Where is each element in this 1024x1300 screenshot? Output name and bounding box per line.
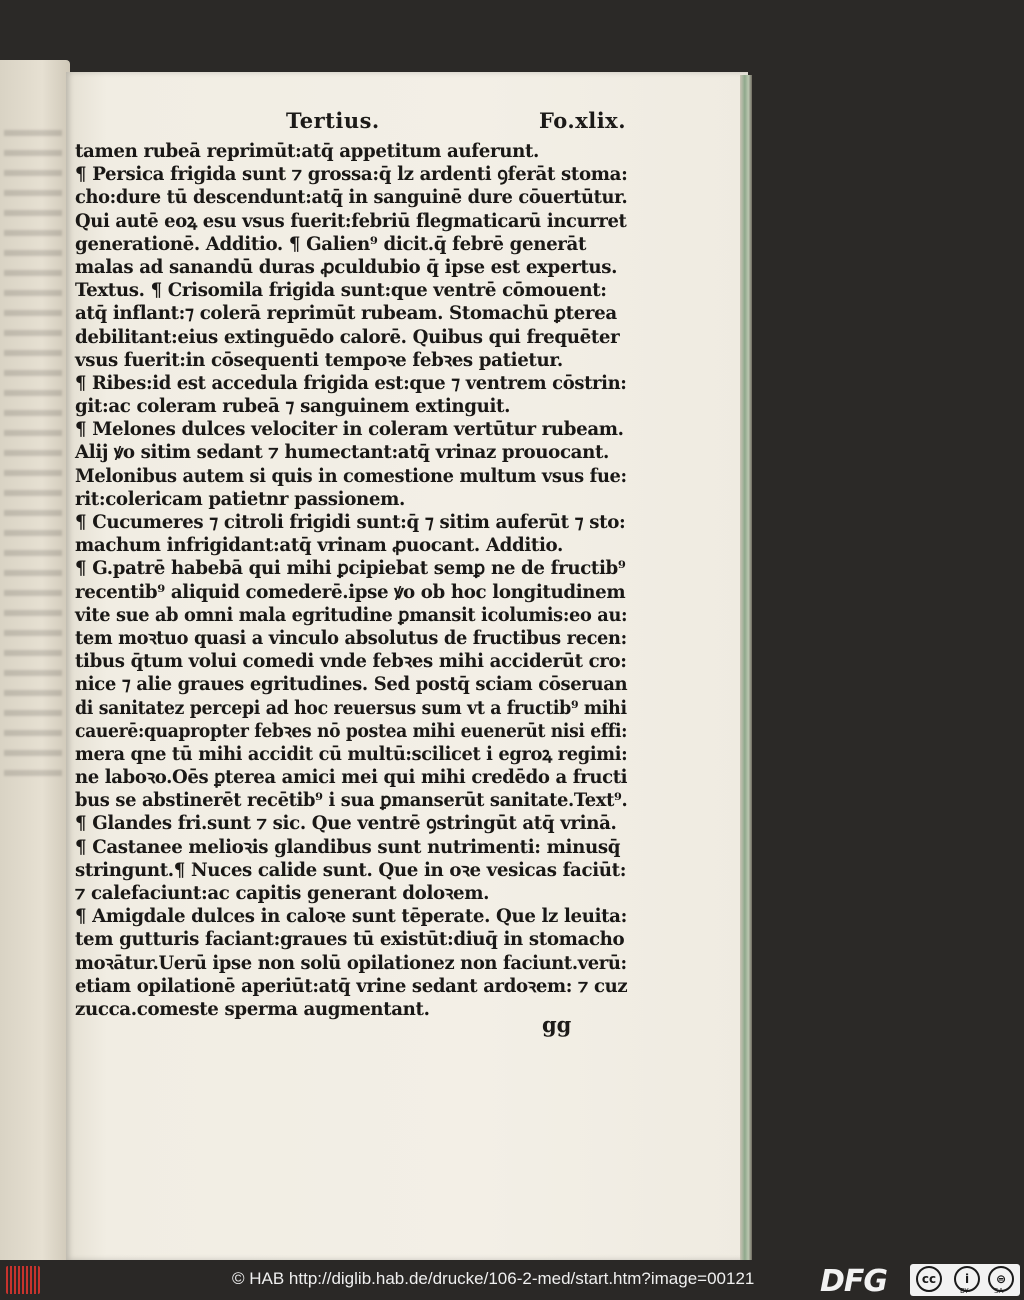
running-head-book: Tertius. bbox=[286, 108, 380, 133]
dfg-logo: DFG bbox=[820, 1264, 888, 1299]
text-line: malas ad sanandū duras ꝓculdubio q̄ ipse est expertus. bbox=[75, 256, 618, 278]
text-line: cauerē:quapropter febꝛes nō postea mihi euenerūt nisi effi: bbox=[75, 720, 628, 742]
text-line: Melonibus autem si quis in comestione multum vsus fue: bbox=[75, 465, 627, 487]
footer-bar bbox=[0, 1260, 1024, 1300]
text-line: ¶ Castanee melioꝛis glandibus sunt nutrimenti: minusq̄ bbox=[75, 836, 621, 858]
text-line: generationē. Additio. ¶ Galien⁹ dicit.q̄ febrē generāt bbox=[75, 233, 587, 255]
creative-commons-badge[interactable] bbox=[910, 1264, 1020, 1296]
text-line: etiam opilationē aperiūt:atq̄ vrine sedant ardoꝛem: ⁊ cuz bbox=[75, 975, 628, 997]
text-line: rit:colericam patietnr passionem. bbox=[75, 488, 405, 510]
text-line: Alij ꝟo sitim sedant ⁊ humectant:atq̄ vrinaz prouocant. bbox=[75, 442, 610, 464]
text-line: machum infrigidant:atq̄ vrinam ꝓuocant. Additio. bbox=[75, 535, 563, 557]
text-line: ¶ Melones dulces velociter in coleram vertūtur rubeam. bbox=[75, 419, 624, 441]
text-line: tibus q̄tum volui comedi vnde febꝛes mihi acciderūt cro: bbox=[75, 651, 627, 673]
text-line: ¶ Amigdale dulces in caloꝛe sunt tēperate. Que lz leuita: bbox=[75, 906, 627, 928]
text-line: vsus fuerit:in cōsequenti tempoꝛe febꝛes patietur. bbox=[75, 349, 563, 371]
text-line: bus se abstinerēt recētib⁹ i sua ꝑmanserūt sanitate.Text⁹. bbox=[75, 790, 628, 812]
text-line: recentib⁹ aliquid comederē.ipse ꝟo ob hoc longitudinem bbox=[75, 581, 626, 603]
signature-mark: gg bbox=[542, 1012, 572, 1037]
text-line: moꝛātur.Uerū ipse non solū opilationez non faciunt.verū: bbox=[75, 952, 627, 974]
attribution-icon: i bbox=[954, 1266, 980, 1292]
hab-barcode-icon bbox=[6, 1266, 40, 1294]
cc-icon: cc bbox=[916, 1266, 942, 1292]
text-line: ¶ Glandes fri.sunt ⁊ sic. Que ventrē ꝯstringūt atq̄ vrinā. bbox=[75, 813, 617, 835]
text-line: tem moꝛtuo quasi a vinculo absolutus de fructibus recen: bbox=[75, 627, 627, 649]
text-line: cho:dure tū descendunt:atq̄ in sanguinē dure cōuertūtur. bbox=[75, 187, 628, 209]
text-line: tem gutturis faciant:graues tū existūt:diuq̄ in stomacho bbox=[75, 929, 625, 951]
previous-page-edge bbox=[0, 60, 70, 1260]
cc-by-label: BY bbox=[960, 1287, 969, 1295]
share-alike-icon: ⊜ bbox=[988, 1266, 1014, 1292]
text-line: ¶ Ribes:id est accedula frigida est:que ⁊ ventrem cōstrin: bbox=[75, 372, 627, 394]
text-line: Textus. ¶ Crisomila frigida sunt:que ventrē cōmouent: bbox=[75, 280, 607, 302]
text-line: di sanitatez percepi ad hoc reuersus sum vt a fructib⁹ mihi bbox=[75, 697, 627, 719]
copyright-link[interactable]: © HAB http://diglib.hab.de/drucke/106-2-med/start.htm?image=00121 bbox=[232, 1269, 755, 1288]
main-text bbox=[75, 140, 627, 1021]
text-line: nice ⁊ alie graues egritudines. Sed postq̄ sciam cōseruan bbox=[75, 674, 628, 696]
text-line: Qui autē eoꝝ esu vsus fuerit:febriū flegmaticarū incurret bbox=[75, 210, 627, 232]
text-line: ¶ G.patrē habebā qui mihi ꝑcipiebat semꝑ ne de fructib⁹ bbox=[75, 558, 626, 580]
text-line: mera qne tū mihi accidit cū multū:scilicet i egroꝝ regimi: bbox=[75, 743, 628, 765]
text-line: ⁊ calefaciunt:ac capitis generant doloꝛem. bbox=[75, 883, 490, 904]
text-line: ne laboꝛo.Oēs ꝑterea amici mei qui mihi credēdo a fructi bbox=[75, 767, 628, 789]
cc-sa-label: SA bbox=[994, 1287, 1004, 1295]
text-line: vite sue ab omni mala egritudine ꝑmansit icolumis:eo au: bbox=[75, 604, 628, 626]
text-line: debilitant:eius extinguēdo calorē. Quibus qui frequēter bbox=[75, 326, 620, 348]
text-line: git:ac coleram rubeā ⁊ sanguinem extinguit. bbox=[75, 396, 511, 418]
text-line: ¶ Cucumeres ⁊ citroli frigidi sunt:q̄ ⁊ sitim auferūt ⁊ sto: bbox=[75, 512, 626, 533]
text-line: stringunt.¶ Nuces calide sunt. Que in oꝛe vesicas faciūt: bbox=[75, 859, 627, 881]
text-line: ¶ Persica frigida sunt ⁊ grossa:q̄ lz ardenti ꝯferāt stoma: bbox=[75, 164, 628, 186]
bleed-through-text bbox=[4, 130, 62, 790]
text-line: tamen rubeā reprimūt:atq̄ appetitum auferunt. bbox=[75, 141, 540, 162]
running-head bbox=[286, 108, 626, 144]
text-line: zucca.comeste sperma augmentant. bbox=[75, 998, 430, 1020]
text-line: atq̄ inflant:⁊ colerā reprimūt rubeam. Stomachū ꝑterea bbox=[75, 303, 617, 325]
page-fore-edge bbox=[740, 75, 752, 1260]
folio-number: Fo.xlix. bbox=[538, 108, 626, 133]
